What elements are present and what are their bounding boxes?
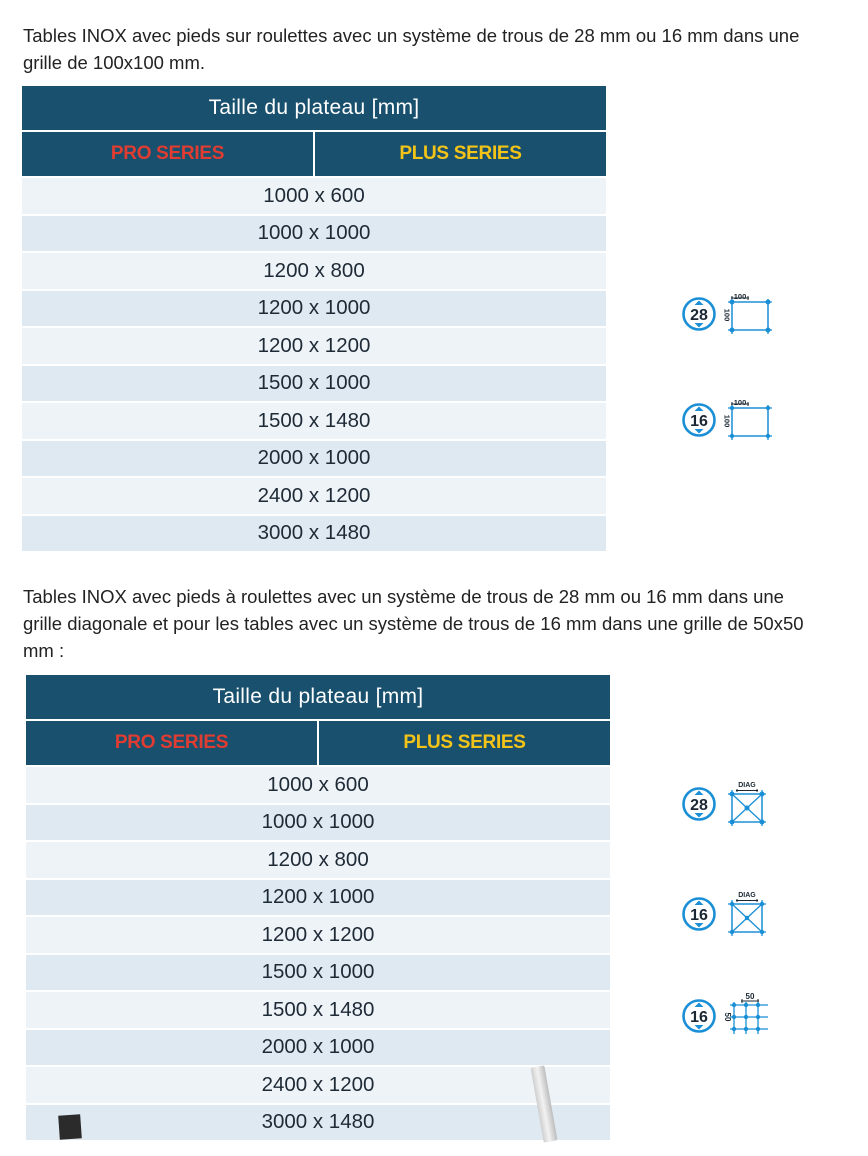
intro-paragraph-diag-grid: Tables INOX avec pieds à roulettes avec un système de trous de 28 mm ou 16 mm dans une grille diagonale et pour les tables avec un système de trous de 16 mm dans une grille de 50x50 mm : [23,586,804,661]
table-row: 2400 x 1200 [26,1067,610,1103]
table-row: 1000 x 600 [22,178,606,214]
table-row: 1000 x 1000 [22,216,606,252]
series-header-row [26,721,610,765]
grid-top-label: 100 [733,292,747,301]
grid-top-label: 50 [745,992,755,1001]
series-header-row [22,132,606,176]
table-row: 1200 x 800 [22,253,606,289]
table-header-title: Taille du plateau [mm] [22,86,606,130]
table-row: 1200 x 1200 [22,328,606,364]
table-row: 1500 x 1480 [26,992,610,1028]
table-row: 2000 x 1000 [26,1030,610,1066]
table-header-title: Taille du plateau [mm] [26,675,610,719]
grid-top-label: DIAG [738,892,756,899]
table-row: 1200 x 1200 [26,917,610,953]
grid-top-label: DIAG [738,782,756,789]
table-row: 3000 x 1480 [26,1105,610,1141]
hole-size-label: 16 [690,1009,708,1026]
table-row: 1200 x 1000 [26,880,610,916]
table-row: 1200 x 1000 [22,291,606,327]
hole-16-grid-100-icon [680,394,780,442]
grid-side-label: 100 [722,308,732,322]
table-row: 1200 x 800 [26,842,610,878]
table-row: 1000 x 1000 [26,805,610,841]
table-row: 1000 x 600 [26,767,610,803]
table-row: 1500 x 1480 [22,403,606,439]
hole-size-label: 28 [690,307,708,324]
table-row: 1500 x 1000 [26,955,610,991]
plate-size-table-diag-grid [26,675,610,1140]
intro-paragraph-100-grid: Tables INOX avec pieds sur roulettes avec un système de trous de 28 mm ou 16 mm dans une grille de 100x100 mm. [23,25,800,73]
plus-series-header: PLUS SERIES [319,721,610,765]
grid-side-label: 50 [723,1012,732,1022]
hole-size-label: 16 [690,413,708,430]
hole-28-grid-diag-icon [680,778,780,826]
table-row: 2000 x 1000 [22,441,606,477]
plate-size-table-100-grid [22,86,606,551]
pro-series-header: PRO SERIES [22,132,313,176]
hole-size-label: 16 [690,907,708,924]
grid-top-label: 100 [733,398,747,407]
pro-series-header: PRO SERIES [26,721,317,765]
grid-side-label: 100 [722,414,732,428]
hole-28-grid-100-icon [680,288,780,336]
plus-series-header: PLUS SERIES [315,132,606,176]
table-row: 1500 x 1000 [22,366,606,402]
hole-16-grid-50-icon [680,990,780,1038]
table-row: 2400 x 1200 [22,478,606,514]
table-leg-fragment-image [58,1114,82,1139]
hole-size-label: 28 [690,797,708,814]
table-row: 3000 x 1480 [22,516,606,552]
hole-16-grid-diag-icon [680,888,780,936]
